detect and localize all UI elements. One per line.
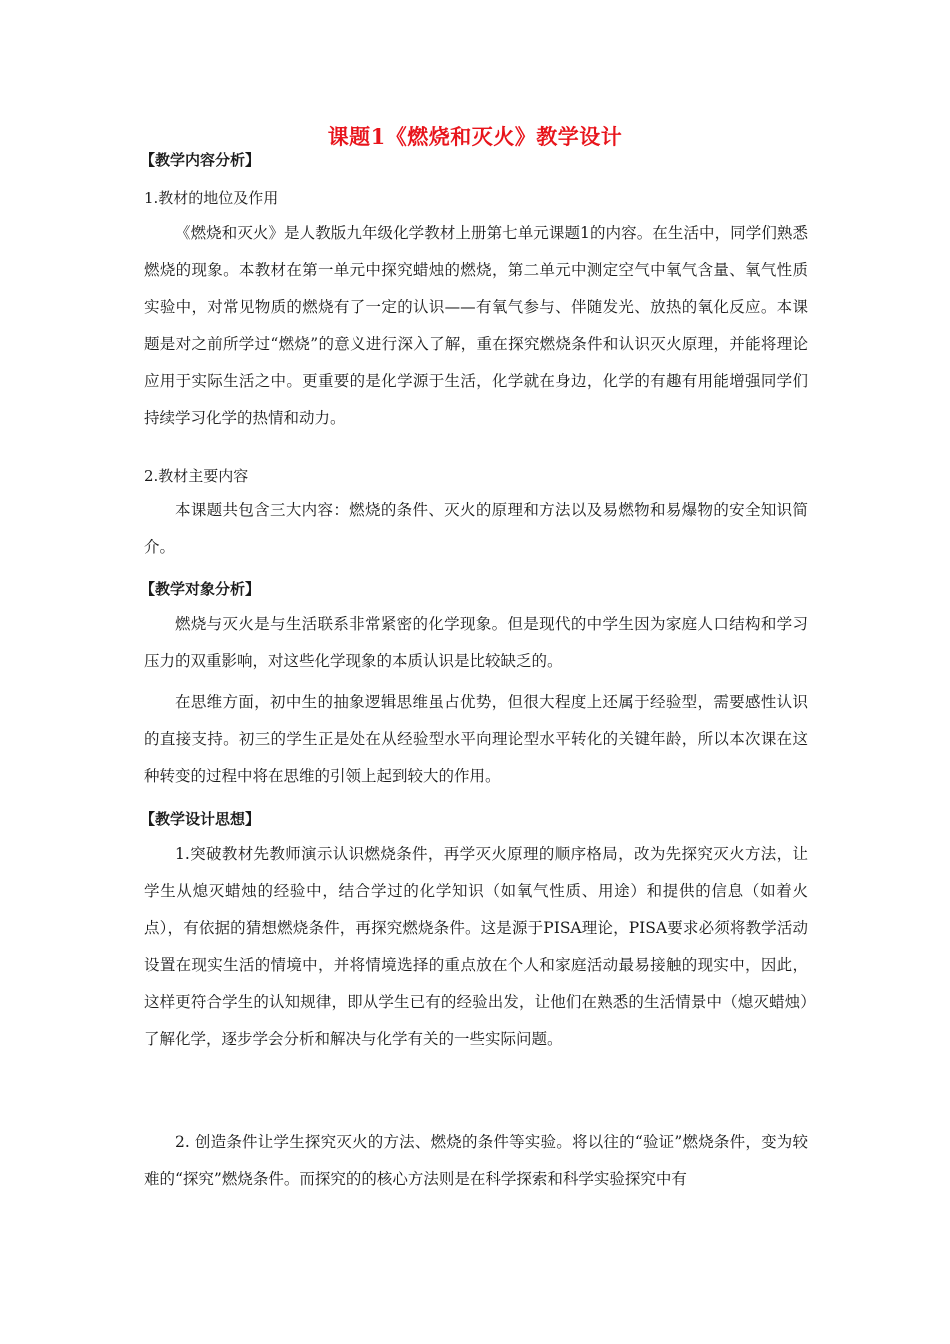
paragraph-main-content: 本课题共包含三大内容：燃烧的条件、灭火的原理和方法以及易燃物和易爆物的安全知识简介。 (144, 501, 808, 556)
section-heading-design-idea: 【教学设计思想】 (140, 810, 261, 828)
subheading-main-content: 2.教材主要内容 (144, 467, 249, 485)
document-title: 课题1《燃烧和灭火》教学设计 (327, 124, 623, 149)
paragraph-object-analysis-2: 在思维方面，初中生的抽象逻辑思维虽占优势，但很大程度上还属于经验型，需要感性认识的直接支持。初三的学生正是处在从经验型水平向理论型水平转化的关键年龄，所以本次课在这种转变的过程中将在思维的引领上起到较大的作用。 (144, 693, 808, 785)
paragraph-design-idea-2: 2. 创造条件让学生探究灭火的方法、燃烧的条件等实验。将以往的“验证”燃烧条件，变为较难的“探究”燃烧条件。而探究的的核心方法则是在科学探索和科学实验探究中有 (144, 1133, 808, 1188)
paragraph-textbook-role: 《燃烧和灭火》是人教版九年级化学教材上册第七单元课题1的内容。在生活中，同学们熟悉燃烧的现象。本教材在第一单元中探究蜡烛的燃烧，第二单元中测定空气中氧气含量、氧气性质实验中，对常见物质的燃烧有了一定的认识——有氧气参与、伴随发光、放热的氧化反应。本课题是对之前所学过“燃烧”的意义进行深入了解，重在探究燃烧条件和认识灭火原理，并能将理论应用于实际生活之中。更重要的是化学源于生活，化学就在身边，化学的有趣有用能增强同学们持续学习化学的热情和动力。 (144, 224, 808, 427)
section-heading-object-analysis: 【教学对象分析】 (140, 580, 261, 598)
subheading-textbook-role: 1.教材的地位及作用 (144, 189, 279, 207)
paragraph-object-analysis-1: 燃烧与灭火是与生活联系非常紧密的化学现象。但是现代的中学生因为家庭人口结构和学习压力的双重影响，对这些化学现象的本质认识是比较缺乏的。 (144, 615, 808, 670)
section-heading-content-analysis: 【教学内容分析】 (140, 151, 261, 169)
paragraph-design-idea-1: 1.突破教材先教师演示认识燃烧条件，再学灭火原理的顺序格局，改为先探究灭火方法，让学生从熄灭蜡烛的经验中，结合学过的化学知识（如氧气性质、用途）和提供的信息（如着火点），有依据的猜想燃烧条件，再探究燃烧条件。这是源于PISA理论，PISA要求必须将教学活动设置在现实生活的情境中，并将情境选择的重点放在个人和家庭活动最易接触的现实中，因此，这样更符合学生的认知规律，即从学生已有的经验出发，让他们在熟悉的生活情景中（熄灭蜡烛）了解化学，逐步学会分析和解决与化学有关的一些实际问题。 (144, 845, 808, 1048)
